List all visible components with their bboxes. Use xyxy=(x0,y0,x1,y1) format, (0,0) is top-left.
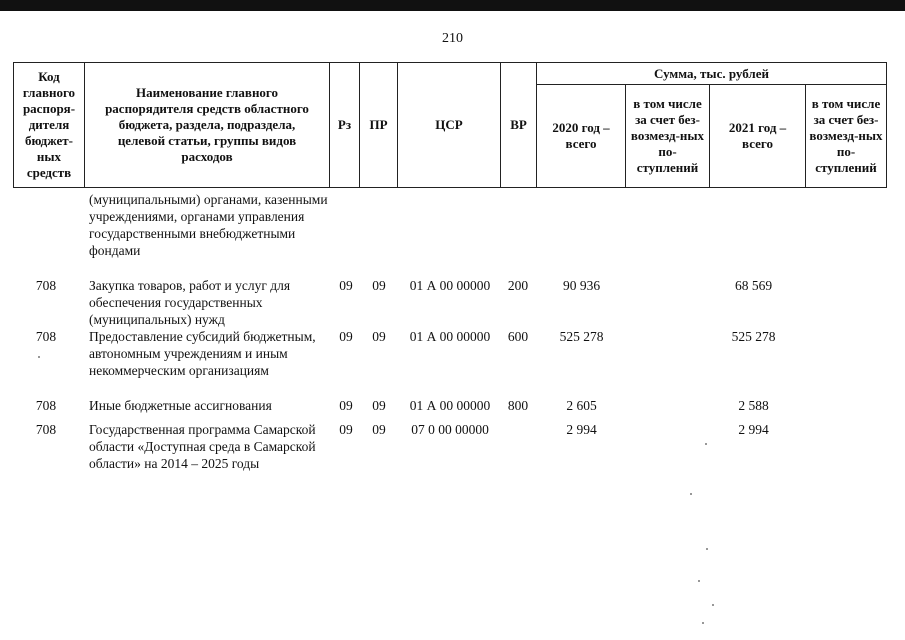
row-sum-2020: 2 605 xyxy=(566,398,597,413)
row-sum-2021: 2 588 xyxy=(738,398,769,413)
header-2021-gratuitous: в том числе за счет без-возмезд-ных по-ступлений xyxy=(805,84,887,188)
row-name: Предоставление субсидий бюджетным, автономным учреждениям и иным некоммерческим организациям xyxy=(89,329,316,378)
header-2020-total: 2020 год – всего xyxy=(536,84,625,188)
header-csr: ЦСР xyxy=(397,62,500,188)
header-sum: Сумма, тыс. рублей xyxy=(536,62,887,84)
row-vr: 600 xyxy=(507,329,529,344)
row-code: 708 xyxy=(35,278,57,293)
header-name: Наименование главного распорядителя средств областного бюджета, раздела, подраздела, целевой статьи, группы видов расходов xyxy=(84,62,329,188)
row-csr: 07 0 00 00000 xyxy=(411,422,489,437)
header-code: Код главного распоря-дителя бюджет-ных средств xyxy=(13,62,84,188)
row-pr: 09 xyxy=(372,278,386,293)
scan-speck xyxy=(698,580,700,582)
header-vr: ВР xyxy=(500,62,536,188)
header-rz: Рз xyxy=(329,62,359,188)
row-pr: 09 xyxy=(372,329,386,344)
row-rz: 09 xyxy=(339,278,353,293)
row-pr: 09 xyxy=(372,398,386,413)
row-csr: 01 А 00 00000 xyxy=(409,398,491,413)
header-pr: ПР xyxy=(359,62,397,188)
row-sum-2021: 525 278 xyxy=(731,329,776,344)
row-sum-2021: 68 569 xyxy=(734,278,773,293)
page-number: 210 xyxy=(442,31,463,46)
row-name: Закупка товаров, работ и услуг для обеспечения государственных (муниципальных) нужд xyxy=(89,278,291,327)
row-rz: 09 xyxy=(339,398,353,413)
scan-speck xyxy=(690,493,692,495)
scan-speck xyxy=(706,548,708,550)
row-sum-2020: 525 278 xyxy=(559,329,604,344)
scan-speck xyxy=(38,356,40,358)
row-sum-2020: 90 936 xyxy=(562,278,601,293)
table-header xyxy=(13,62,887,188)
header-2020-gratuitous: в том числе за счет без-возмезд-ных по-ступлений xyxy=(625,84,709,188)
row-sum-2020: 2 994 xyxy=(566,422,597,437)
row-code: 708 xyxy=(35,422,57,437)
scan-speck xyxy=(705,443,707,445)
row-rz: 09 xyxy=(339,329,353,344)
scan-speck xyxy=(702,622,704,624)
header-2021-total: 2021 год – всего xyxy=(709,84,805,188)
row-rz: 09 xyxy=(339,422,353,437)
row-code: 708 xyxy=(35,398,57,413)
row-vr: 800 xyxy=(507,398,529,413)
scan-speck xyxy=(712,604,714,606)
row-code: 708 xyxy=(35,329,57,344)
row-pr: 09 xyxy=(372,422,386,437)
row-name: Иные бюджетные ассигнования xyxy=(89,398,272,413)
row-sum-2021: 2 994 xyxy=(738,422,769,437)
scan-top-border xyxy=(0,0,905,11)
row-vr: 200 xyxy=(507,278,529,293)
row-csr: 01 А 00 00000 xyxy=(409,278,491,293)
row-continuation-name: (муниципальными) органами, казенными учреждениями, органами управления государственными внебюджетными фондами xyxy=(89,192,328,258)
row-name: Государственная программа Самарской области «Доступная среда в Самарской области» на 2014 – 2025 годы xyxy=(89,422,316,471)
row-csr: 01 А 00 00000 xyxy=(409,329,491,344)
